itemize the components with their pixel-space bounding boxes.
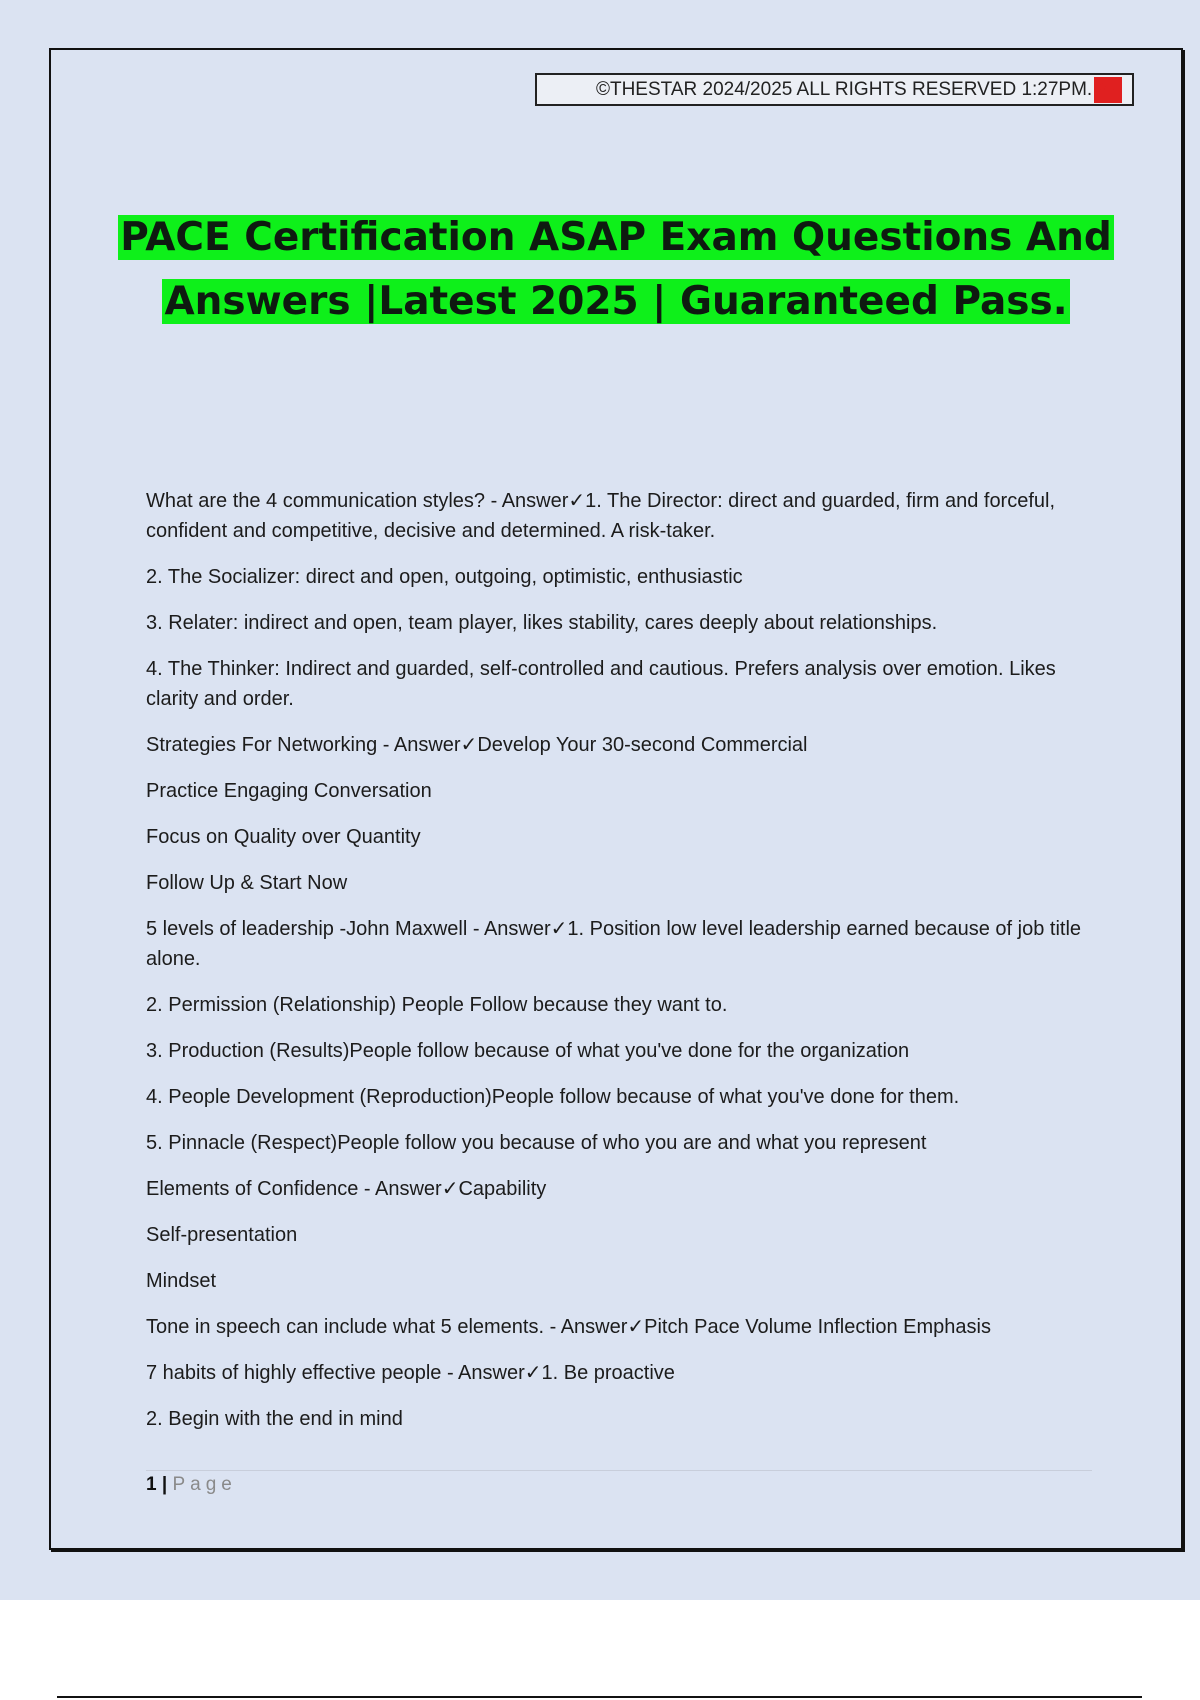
paragraph: 4. People Development (Reproduction)People follow because of what you've done for them. [146,1086,960,1108]
copyright-text: ©THESTAR 2024/2025 ALL RIGHTS RESERVED 1:27PM. [595,78,1093,100]
footer-separator: | [156,1474,173,1495]
paragraph: 2. The Socializer: direct and open, outgoing, optimistic, enthusiastic [146,566,743,588]
paragraph: Mindset [146,1270,217,1292]
document-body [146,486,1096,1450]
title-line-1: PACE Certification ASAP Exam Questions And [120,215,1112,260]
page-number: 1 [146,1474,157,1495]
paragraph: 2. Permission (Relationship) People Follow because they want to. [146,994,728,1016]
paragraph: 3. Production (Results)People follow because of what you've done for the organization [146,1040,910,1062]
page-footer [146,1474,237,1496]
paragraph: 2. Begin with the end in mind [146,1408,403,1430]
paragraph: 5 levels of leadership -John Maxwell - Answer✓1. Position low level leadership earned because of job title alone. [146,918,1082,970]
grade-badge: A+ [1094,77,1122,103]
paragraph: Elements of Confidence - Answer✓Capability [146,1178,547,1200]
paragraph: 7 habits of highly effective people - Answer✓1. Be proactive [146,1362,675,1384]
paragraph: Follow Up & Start Now [146,872,348,894]
paragraph: Strategies For Networking - Answer✓Develop Your 30-second Commercial [146,734,808,756]
paragraph: Self-presentation [146,1224,298,1246]
paragraph: Tone in speech can include what 5 elements. - Answer✓Pitch Pace Volume Inflection Emphasis [146,1316,991,1338]
paragraph: What are the 4 communication styles? - Answer✓1. The Director: direct and guarded, firm and forceful, confident and competitive, decisive and determined. A risk-taker. [146,490,1056,542]
paragraph: Focus on Quality over Quantity [146,826,421,848]
title-line-2: Answers |Latest 2025 | Guaranteed Pass. [164,279,1068,324]
page-label: Page [172,1474,237,1495]
copyright-header [535,73,1134,106]
document-title [60,206,1172,334]
paragraph: Practice Engaging Conversation [146,780,432,802]
footer-divider [146,1470,1092,1471]
next-page-rule [57,1696,1142,1698]
paragraph: 3. Relater: indirect and open, team player, likes stability, cares deeply about relationships. [146,612,938,634]
paragraph: 5. Pinnacle (Respect)People follow you because of who you are and what you represent [146,1132,927,1154]
paragraph: 4. The Thinker: Indirect and guarded, self-controlled and cautious. Prefers analysis over emotion. Likes clarity and order. [146,658,1056,710]
